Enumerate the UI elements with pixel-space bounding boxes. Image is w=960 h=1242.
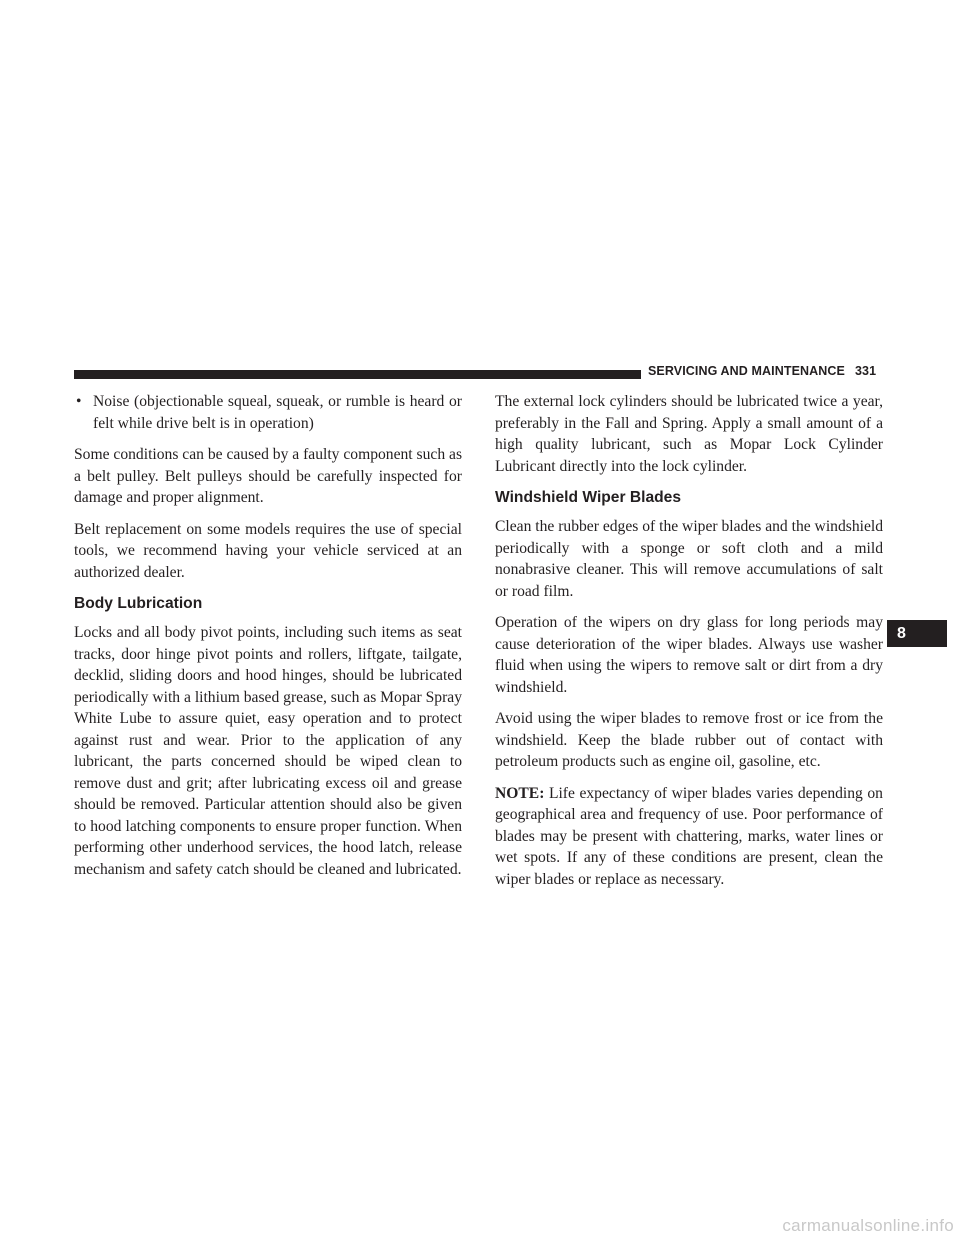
paragraph-lock-cylinders: The external lock cylinders should be lubricated twice a year, preferably in the Fall and Spring. Apply a small amount of a high quality lubricant, such as Mopar Lock Cylinder Lubricant directly into the lock cylinder. bbox=[495, 393, 883, 475]
paragraph-dry-glass: Operation of the wipers on dry glass for long periods may cause deterioration of the wiper blades. Always use washer fluid when using the wipers to remove salt or dirt from a dry windshield. bbox=[495, 614, 883, 696]
note-paragraph bbox=[495, 783, 883, 891]
heading-body-lubrication: Body Lubrication bbox=[74, 595, 203, 612]
note-label: NOTE: bbox=[495, 784, 545, 802]
paragraph-belt-replacement: Belt replacement on some models requires the use of special tools, we recommend having your vehicle serviced at an authorized dealer. bbox=[74, 520, 462, 581]
header-rule bbox=[74, 370, 641, 379]
note-text: Life expectancy of wiper blades varies depending on geographical area and frequency of use. Poor performance of blades may be present with chattering, marks, water lines or wet spots. If any of these conditions are present, clean the wiper blades or replace as necessary. bbox=[495, 784, 883, 888]
paragraph-frost-ice: Avoid using the wiper blades to remove frost or ice from the windshield. Keep the blade rubber out of contact with petroleum products such as engine oil, gasoline, etc. bbox=[495, 710, 883, 770]
heading-wiper-blades: Windshield Wiper Blades bbox=[495, 489, 682, 506]
paragraph-body-lubrication: Locks and all body pivot points, including such items as seat tracks, door hinge pivot points and rollers, liftgate, tailgate, decklid, sliding doors and hood hinges, should be lubricated periodically with a lithium based grease, such as Mopar Spray White Lube to assure quiet, easy operation and to protect against rust and wear. Prior to the application of any lubricant, the parts concerned should be wiped clean to remove dust and grit; after lubricating excess oil and grease should be removed. Particular attention should also be given to hood latching components to ensure proper function. When performing other underhood services, the hood latch, release mechanism and safety catch should be cleaned and lubricated. bbox=[74, 624, 463, 878]
watermark: carmanualsonline.info bbox=[782, 1216, 954, 1235]
section-title: SERVICING AND MAINTENANCE bbox=[648, 364, 845, 378]
running-header bbox=[648, 364, 876, 378]
chapter-number: 8 bbox=[897, 625, 906, 642]
page-number: 331 bbox=[854, 364, 877, 378]
bullet-item bbox=[74, 391, 462, 434]
left-column bbox=[74, 391, 462, 890]
paragraph-clean-wipers: Clean the rubber edges of the wiper blades and the windshield periodically with a sponge or soft cloth and a mild nonabrasive cleaner. This will remove accumulations of salt or road film. bbox=[495, 518, 883, 600]
paragraph-faulty-component: Some conditions can be caused by a faulty component such as a belt pulley. Belt pulleys should be carefully inspected for damage and proper alignment. bbox=[74, 446, 463, 506]
chapter-tab bbox=[887, 620, 947, 647]
right-column bbox=[495, 391, 883, 900]
bullet-text: Noise (objectionable squeal, squeak, or rumble is heard or felt while drive belt is in operation) bbox=[93, 393, 462, 432]
bullet-icon: • bbox=[76, 393, 82, 410]
